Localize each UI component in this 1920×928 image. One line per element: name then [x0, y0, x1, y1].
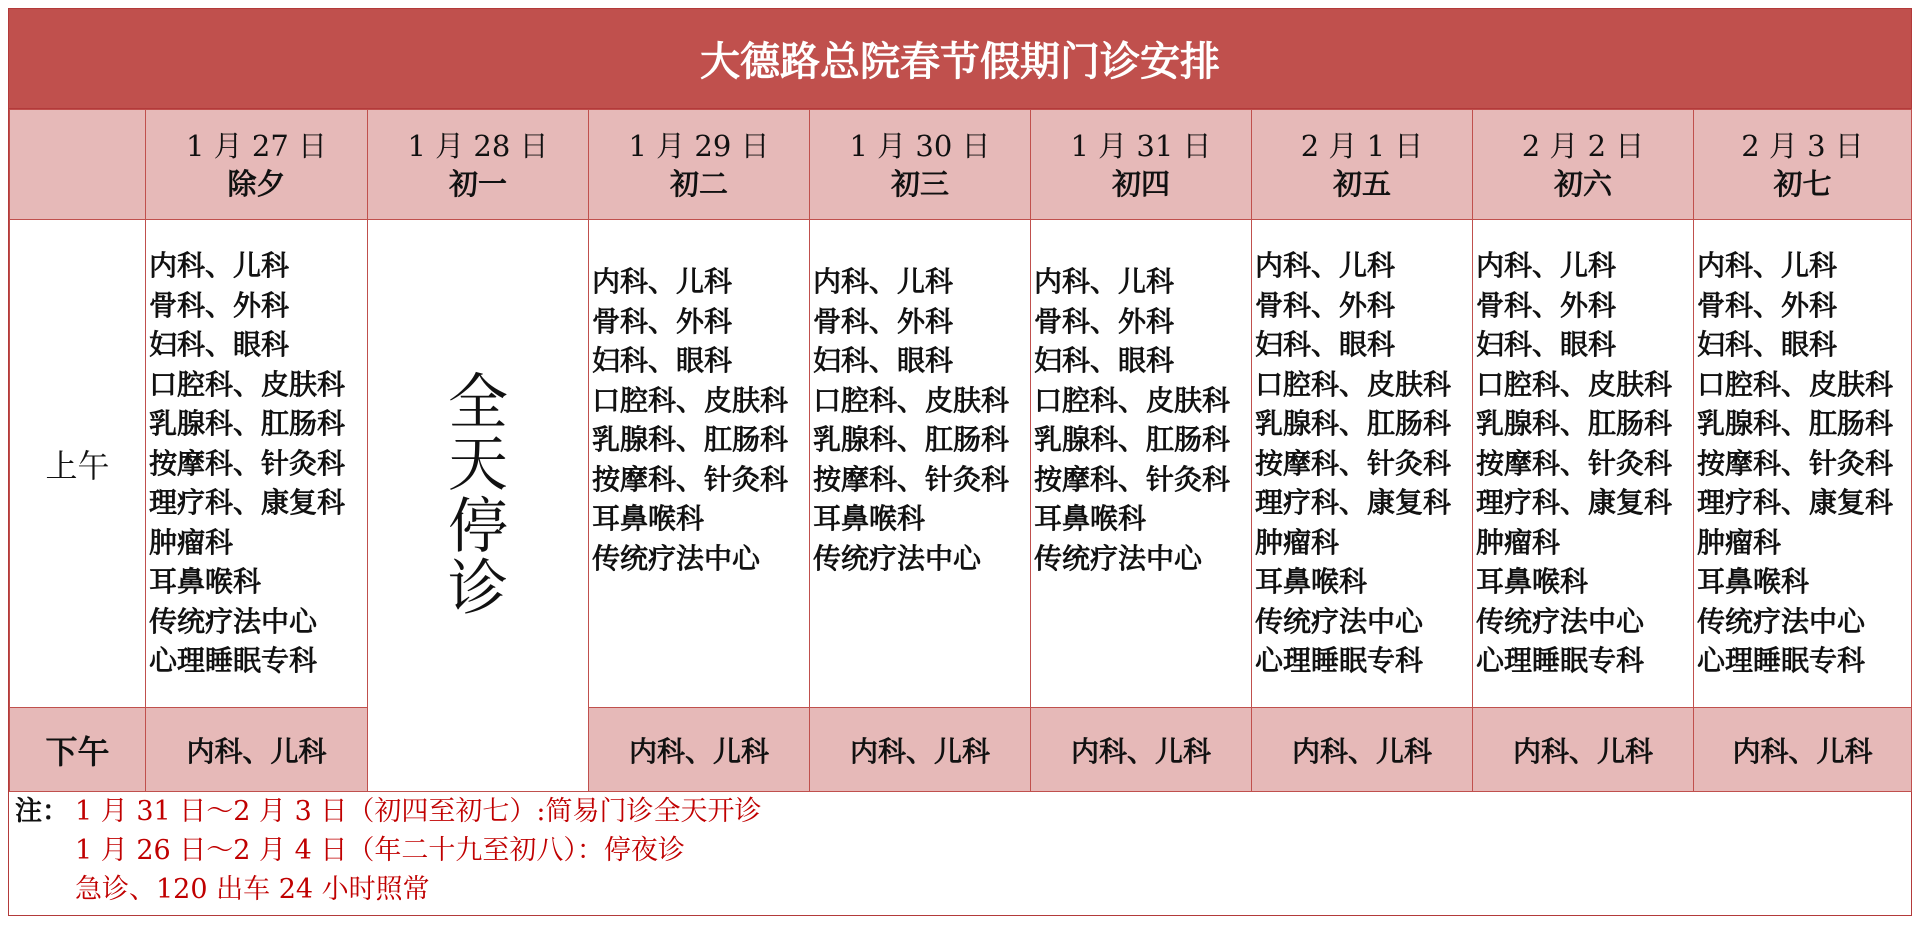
department-list — [146, 246, 367, 681]
department-item: 骨科、外科 — [1255, 288, 1396, 322]
morning-cell — [1031, 220, 1252, 708]
afternoon-cell: 内科、儿科 — [146, 708, 368, 792]
department-list — [1694, 246, 1911, 681]
day-lunar: 初七 — [1773, 166, 1832, 201]
department-item: 心理睡眠专科 — [1476, 644, 1645, 678]
morning-cell — [1694, 220, 1912, 708]
department-item: 肿瘤科 — [149, 525, 234, 559]
afternoon-cell: 内科、儿科 — [810, 708, 1031, 792]
department-item: 心理睡眠专科 — [149, 644, 318, 678]
department-item: 传统疗法中心 — [813, 541, 982, 575]
afternoon-cell: 内科、儿科 — [589, 708, 810, 792]
page-title: 大德路总院春节假期门诊安排 — [9, 9, 1911, 109]
department-item: 骨科、外科 — [149, 288, 290, 322]
department-item: 按摩科、针灸科 — [592, 462, 789, 496]
department-item: 肿瘤科 — [1255, 525, 1340, 559]
department-item: 骨科、外科 — [1476, 288, 1617, 322]
schedule-table — [9, 109, 1912, 792]
department-item: 理疗科、康复科 — [1697, 486, 1894, 520]
department-item: 乳腺科、肛肠科 — [592, 423, 789, 456]
day-date: 1 月 31 日 — [1070, 128, 1212, 163]
day-lunar: 初二 — [669, 166, 728, 201]
afternoon-cell: 内科、儿科 — [1252, 708, 1473, 792]
department-item: 耳鼻喉科 — [1476, 565, 1589, 599]
department-item: 口腔科、皮肤科 — [1697, 367, 1894, 401]
day-lunar: 初三 — [890, 166, 949, 201]
day-header — [146, 110, 368, 220]
department-item: 内科、儿科 — [1255, 249, 1396, 283]
department-item: 内科、儿科 — [1476, 249, 1617, 283]
department-item: 口腔科、皮肤科 — [1034, 383, 1231, 417]
corner-cell — [10, 110, 146, 220]
morning-cell — [146, 220, 368, 708]
department-item: 传统疗法中心 — [1476, 604, 1645, 638]
note-prefix: 注： — [15, 796, 69, 827]
day-date: 2 月 1 日 — [1300, 128, 1424, 163]
department-item: 理疗科、康复科 — [1476, 486, 1673, 520]
department-item: 按摩科、针灸科 — [813, 462, 1010, 496]
note-line — [15, 792, 1911, 831]
department-item: 妇科、眼科 — [813, 344, 954, 377]
department-item: 按摩科、针灸科 — [1034, 462, 1231, 496]
day-lunar: 初一 — [448, 166, 507, 201]
morning-cell — [589, 220, 810, 708]
department-item: 按摩科、针灸科 — [1476, 446, 1673, 480]
department-item: 心理睡眠专科 — [1255, 644, 1424, 678]
notes-section — [9, 792, 1911, 915]
day-date: 2 月 3 日 — [1741, 128, 1864, 163]
note-line — [15, 870, 1911, 909]
department-item: 口腔科、皮肤科 — [149, 367, 346, 401]
morning-cell — [810, 220, 1031, 708]
department-item: 内科、儿科 — [592, 265, 733, 298]
day-date: 1 月 28 日 — [407, 128, 549, 163]
morning-cell — [1473, 220, 1694, 708]
note-text: 急诊、120 出车 24 小时照常 — [75, 874, 430, 905]
department-item: 耳鼻喉科 — [1034, 502, 1147, 535]
morning-row — [10, 220, 1912, 708]
department-item: 妇科、眼科 — [592, 344, 733, 377]
department-item: 传统疗法中心 — [1255, 604, 1424, 638]
day-date: 1 月 27 日 — [185, 128, 327, 163]
day-lunar: 除夕 — [227, 166, 286, 201]
department-item: 耳鼻喉科 — [592, 502, 705, 535]
department-item: 肿瘤科 — [1697, 525, 1782, 559]
day-lunar: 初六 — [1553, 166, 1612, 201]
department-item: 乳腺科、肛肠科 — [1034, 423, 1231, 456]
day-header — [810, 110, 1031, 220]
department-item: 传统疗法中心 — [1697, 604, 1866, 638]
department-item: 骨科、外科 — [813, 304, 954, 338]
department-item: 传统疗法中心 — [149, 604, 318, 638]
note-line — [15, 831, 1911, 870]
day-header — [1694, 110, 1912, 220]
day-date: 1 月 30 日 — [849, 128, 991, 163]
department-item: 妇科、眼科 — [1476, 328, 1617, 362]
department-item: 理疗科、康复科 — [149, 486, 346, 520]
department-item: 口腔科、皮肤科 — [592, 383, 789, 417]
afternoon-cell: 内科、儿科 — [1031, 708, 1252, 792]
department-item: 传统疗法中心 — [592, 541, 761, 575]
department-item: 口腔科、皮肤科 — [1255, 367, 1452, 401]
closed-day-cell — [368, 220, 589, 792]
department-item: 骨科、外科 — [592, 304, 733, 338]
department-item: 内科、儿科 — [813, 265, 954, 298]
closed-text-char: 全 — [448, 367, 508, 438]
header-row — [10, 110, 1912, 220]
department-item: 耳鼻喉科 — [1697, 565, 1810, 599]
afternoon-cell: 内科、儿科 — [1694, 708, 1912, 792]
department-item: 耳鼻喉科 — [1255, 565, 1368, 599]
department-item: 内科、儿科 — [1697, 249, 1838, 283]
department-item: 乳腺科、肛肠科 — [1697, 407, 1894, 441]
department-item: 耳鼻喉科 — [813, 502, 926, 535]
day-header — [368, 110, 589, 220]
department-item: 妇科、眼科 — [149, 328, 290, 362]
morning-cell — [1252, 220, 1473, 708]
department-item: 乳腺科、肛肠科 — [1255, 407, 1452, 441]
department-item: 口腔科、皮肤科 — [1476, 367, 1673, 401]
day-lunar: 初五 — [1332, 166, 1391, 201]
afternoon-label: 下午 — [10, 708, 146, 792]
department-item: 内科、儿科 — [149, 249, 290, 283]
day-header — [1031, 110, 1252, 220]
day-date: 1 月 29 日 — [628, 128, 770, 163]
department-item: 骨科、外科 — [1697, 288, 1838, 322]
department-item: 耳鼻喉科 — [149, 565, 262, 599]
day-header — [589, 110, 810, 220]
department-list — [1473, 246, 1693, 681]
closed-text-char: 停 — [448, 491, 508, 562]
day-lunar: 初四 — [1111, 166, 1170, 201]
department-item: 按摩科、针灸科 — [1255, 446, 1452, 480]
department-item: 肿瘤科 — [1476, 525, 1561, 559]
department-item: 骨科、外科 — [1034, 304, 1175, 338]
note-text: 1 月 31 日～2 月 3 日（初四至初七）:简易门诊全天开诊 — [75, 796, 762, 827]
afternoon-row — [10, 708, 1912, 792]
closed-text-char: 天 — [448, 429, 508, 500]
day-header — [1252, 110, 1473, 220]
department-item: 理疗科、康复科 — [1255, 486, 1452, 520]
day-date: 2 月 2 日 — [1521, 128, 1645, 163]
department-item: 口腔科、皮肤科 — [813, 383, 1010, 417]
morning-label: 上午 — [10, 220, 146, 708]
day-header — [1473, 110, 1694, 220]
department-list — [1031, 220, 1251, 578]
department-item: 心理睡眠专科 — [1697, 644, 1866, 678]
department-item: 乳腺科、肛肠科 — [1476, 407, 1673, 441]
department-list — [1252, 246, 1472, 681]
schedule-sheet — [8, 8, 1912, 916]
department-item: 按摩科、针灸科 — [149, 446, 346, 480]
department-item: 传统疗法中心 — [1034, 541, 1203, 575]
department-item: 妇科、眼科 — [1255, 328, 1396, 362]
department-item: 妇科、眼科 — [1697, 328, 1838, 362]
afternoon-cell: 内科、儿科 — [1473, 708, 1694, 792]
department-item: 妇科、眼科 — [1034, 344, 1175, 377]
department-item: 按摩科、针灸科 — [1697, 446, 1894, 480]
note-text: 1 月 26 日～2 月 4 日（年二十九至初八）：停夜诊 — [75, 835, 685, 866]
closed-text-char: 诊 — [448, 553, 508, 624]
department-list — [810, 220, 1030, 578]
department-item: 乳腺科、肛肠科 — [149, 407, 346, 441]
department-list — [589, 220, 809, 578]
department-item: 内科、儿科 — [1034, 265, 1175, 298]
department-item: 乳腺科、肛肠科 — [813, 423, 1010, 456]
